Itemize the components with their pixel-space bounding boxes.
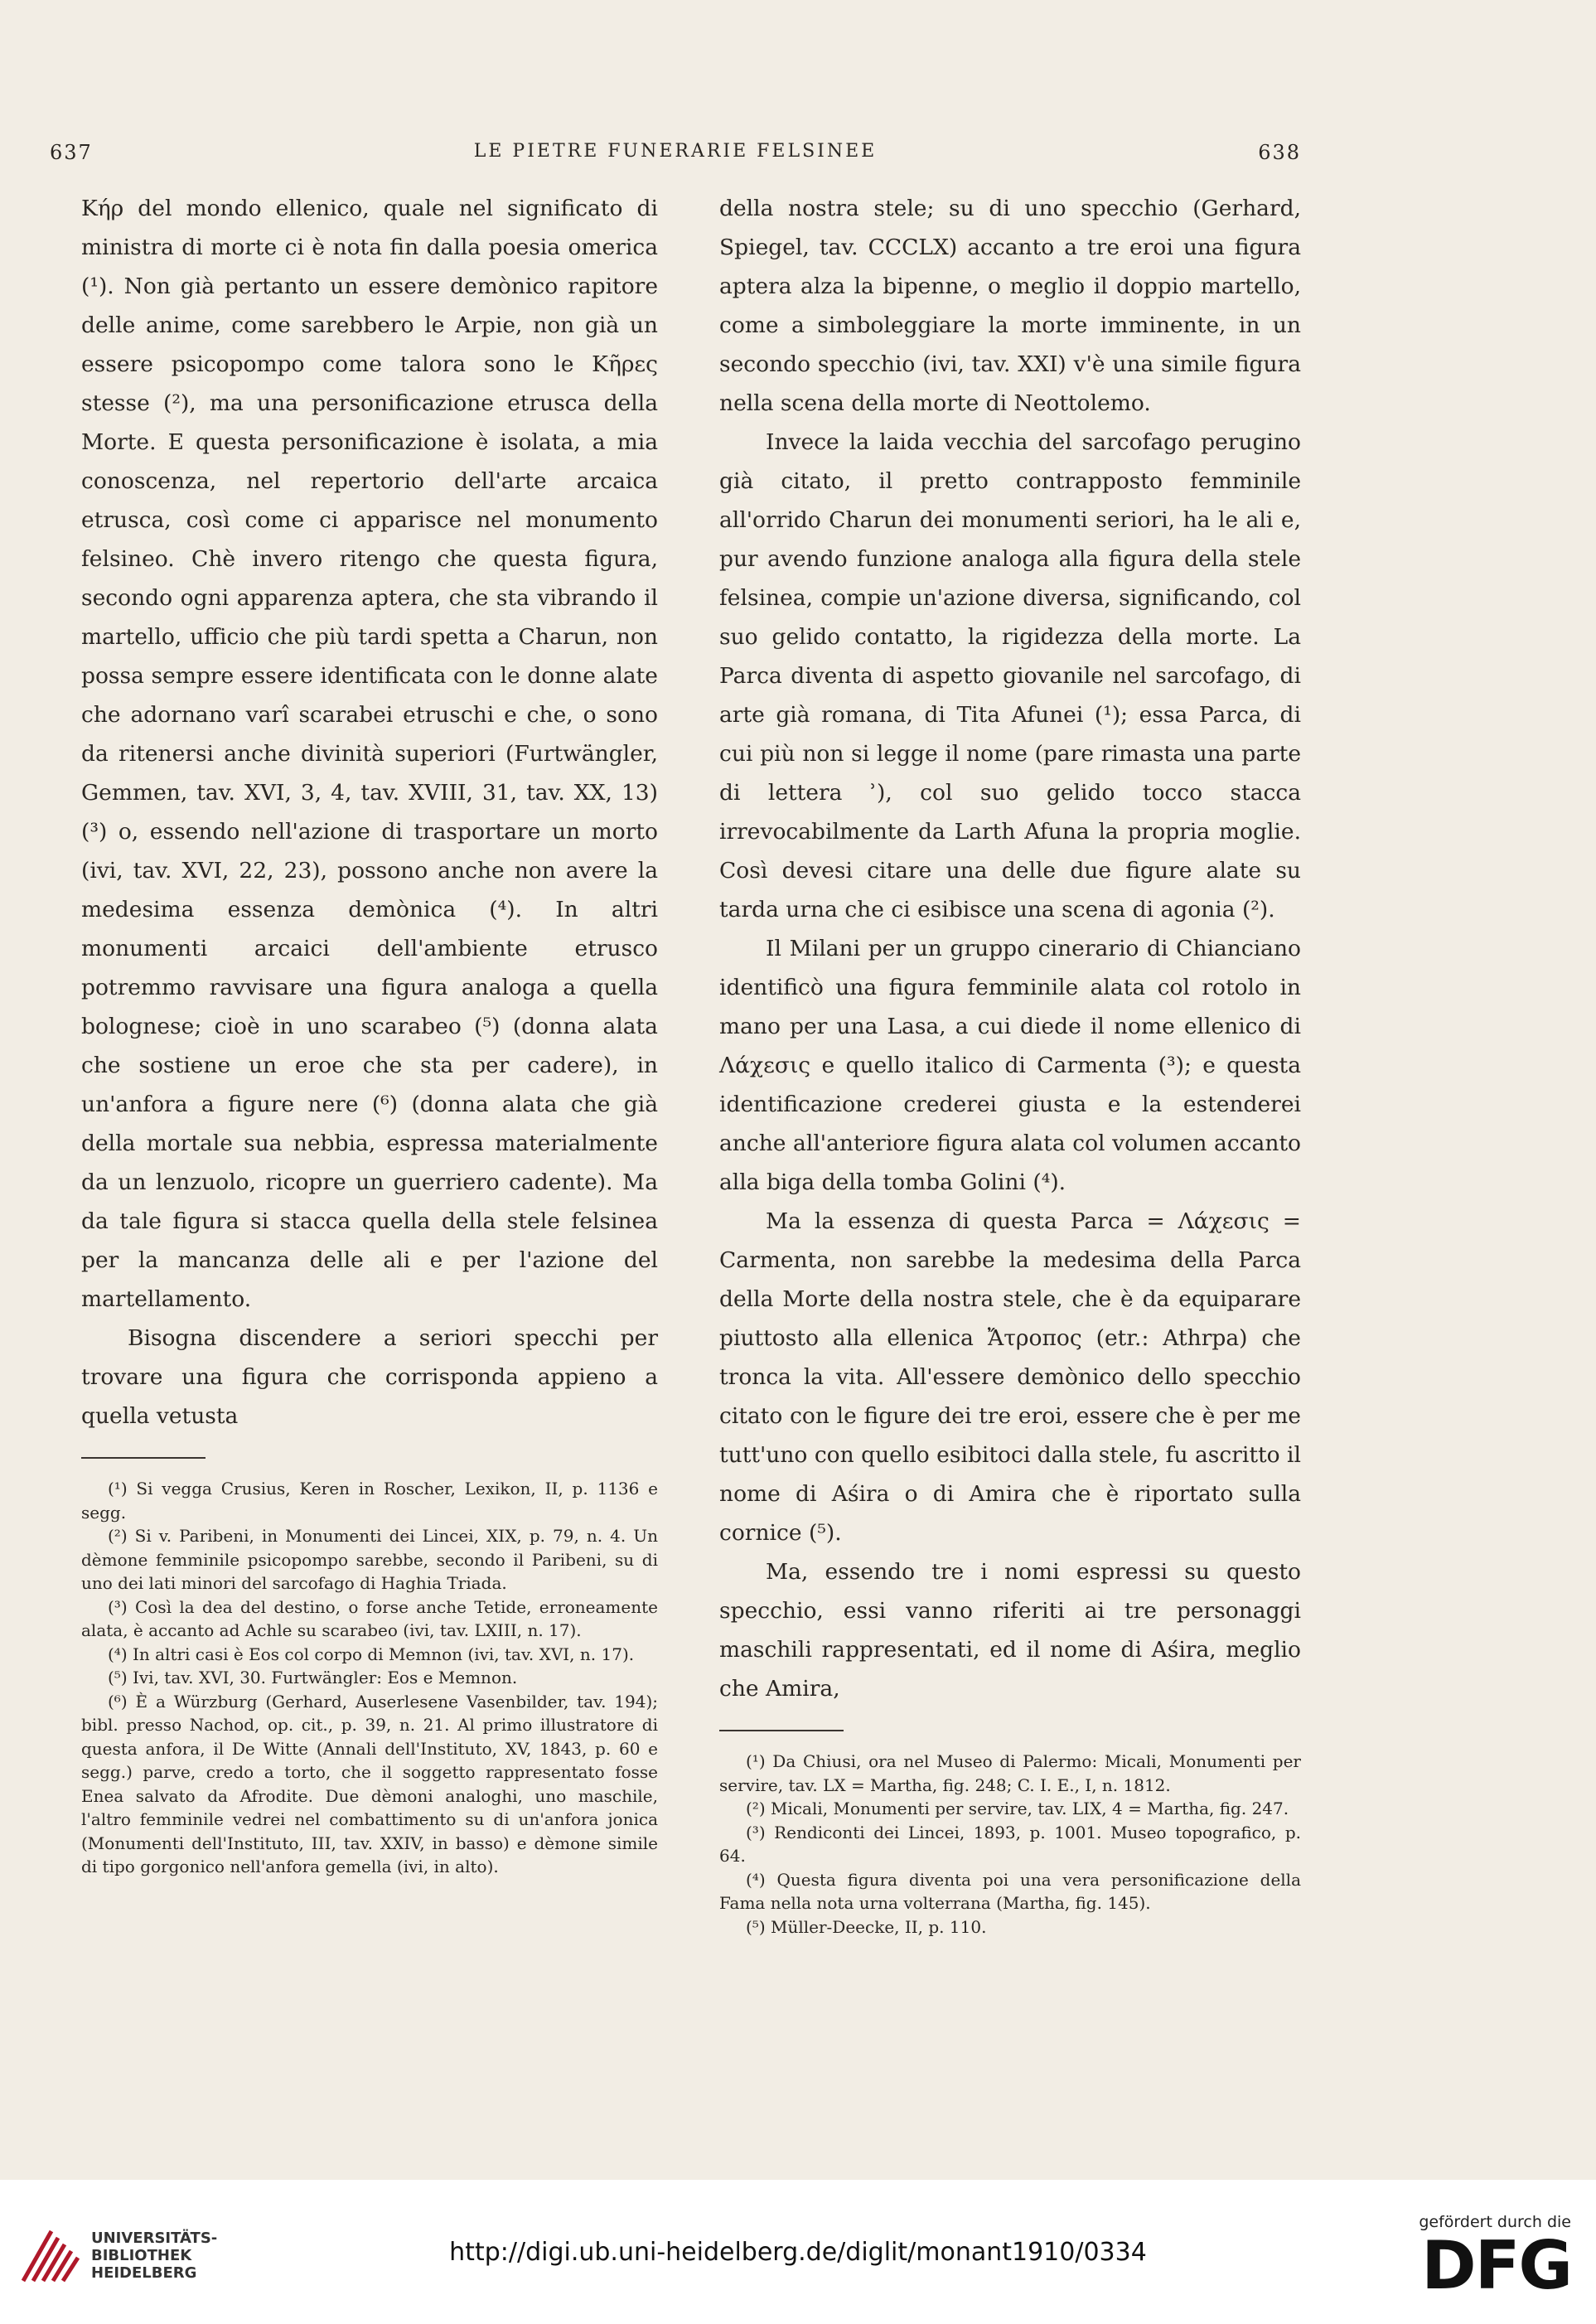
footnote: (⁵) Müller-Deecke, II, p. 110.	[746, 1916, 987, 1937]
footnote: (⁵) Ivi, tav. XVI, 30. Furtwängler: Eos e Memnon.	[108, 1668, 518, 1687]
footnote: (²) Si v. Paribeni, in Monumenti dei Lincei, XIX, p. 79, n. 4. Un dèmone femminile psicopompo sarebbe, secondo il Paribeni, su di uno dei lati minori del sarcofago di Haghia Triada.	[81, 1526, 658, 1593]
page-number-left: 637	[50, 141, 93, 164]
left-paragraph: Bisogna discendere a seriori specchi per trovare una figura che corrisponda appieno a quella vetusta	[81, 1325, 658, 1429]
dfg-wordmark: DFG	[1421, 2227, 1571, 2304]
footnote-divider	[719, 1730, 844, 1731]
permalink-url[interactable]: http://digi.ub.uni-heidelberg.de/diglit/monant1910/0334	[449, 2238, 1147, 2267]
footnote: (⁶) È a Würzburg (Gerhard, Auserlesene Vasenbilder, tav. 194); bibl. presso Nachod, op. cit., p. 39, n. 21. Al primo illustratore di questa anfora, il De Witte (Annali dell'Instituto, XV, 1843, p. 60 e segg.) parve, credo a torto, che il soggetto rappresentato fosse Enea salvato da Afrodite. Due dèmoni analoghi, uno maschile, l'altro femminile vedrei nel combattimento su di un'anfora jonica (Monumenti dell'Instituto, III, tav. XXIV, in basso) e dèmone simile di tipo gorgonico nell'anfora gemella (ivi, in alto).	[81, 1691, 658, 1876]
page-number-right: 638	[1258, 141, 1301, 164]
footnote: (⁴) In altri casi è Eos col corpo di Memnon (ivi, tav. XVI, n. 17).	[108, 1644, 635, 1664]
footnote: (¹) Da Chiusi, ora nel Museo di Palermo: Micali, Monumenti per servire, tav. LX = Martha, fig. 248; C. I. E., I, n. 1812.	[719, 1751, 1301, 1795]
library-name: UNIVERSITÄTS- BIBLIOTHEK HEIDELBERG	[91, 2230, 218, 2282]
right-footnotes	[719, 1750, 1301, 1939]
footnote: (²) Micali, Monumenti per servire, tav. LIX, 4 = Martha, fig. 247.	[746, 1799, 1289, 1818]
funded-by-label: gefördert durch die	[1419, 2213, 1571, 2231]
viewer-footer	[0, 2180, 1596, 2324]
left-main-text	[81, 189, 658, 1436]
footnote: (³) Così la dea del destino, o forse anche Tetide, erroneamente alata, è accanto ad Achle su scarabeo (ivi, tav. LXIII, n. 17).	[81, 1596, 658, 1640]
right-paragraph: Il Milani per un gruppo cinerario di Chianciano identificò una figura femminile alata col rotolo in mano per una Lasa, a cui diede il nome ellenico di Λάχεσις e quello italico di Carmenta (³); e questa identificazione crederei giusta e la estenderei anche all'anteriore figura alata col volumen accanto alla biga della tomba Golini (⁴).	[719, 936, 1301, 1195]
right-paragraph: della nostra stele; su di uno specchio (Gerhard, Spiegel, tav. CCCLX) accanto a tre eroi una figura aptera alza la bipenne, o meglio il doppio martello, come a simboleggiare la morte imminente, in un secondo specchio (ivi, tav. XXI) v'è una simile figura nella scena della morte di Neottolemo.	[719, 196, 1301, 416]
footnote: (³) Rendiconti dei Lincei, 1893, p. 1001. Museo topografico, p. 64.	[719, 1822, 1301, 1866]
footnote: (¹) Si vegga Crusius, Keren in Roscher, Lexikon, II, p. 1136 e segg.	[81, 1479, 658, 1523]
left-column	[81, 189, 658, 1879]
running-title: LE PIETRE FUNERARIE FELSINEE	[473, 141, 878, 162]
page-header	[50, 141, 1301, 174]
right-paragraph: Ma la essenza di questa Parca = Λάχεσις = Carmenta, non sarebbe la medesima della Parca della Morte della nostra stele, che è da equiparare piuttosto alla ellenica Ἄτροπος (etr.: Athrpa) che tronca la vita. All'essere demònico dello specchio citato con le figure dei tre eroi, essere che è per me tutt'uno con quello esibitoci dalla stele, fu ascritto il nome di Aśira o di Amira che è riportato sulla cornice (⁵).	[719, 1208, 1301, 1546]
right-main-text	[719, 189, 1301, 1708]
left-paragraph: Κήρ del mondo ellenico, quale nel significato di ministra di morte ci è nota fin dalla poesia omerica (¹). Non già pertanto un essere demònico rapitore delle anime, come sarebbero le Arpie, non già un essere psicopompo come talora sono le Κῆρες stesse (²), ma una personificazione etrusca della Morte. E questa personificazione è isolata, a mia conoscenza, nel repertorio dell'arte arcaica etrusca, così come ci apparisce nel monumento felsineo. Chè invero ritengo che questa figura, secondo ogni apparenza aptera, che sta vibrando il martello, ufficio che più tardi spetta a Charun, non possa sempre essere identificata con le donne alate che adornano varî scarabei etruschi e che, o sono da ritenersi anche divinità superiori (Furtwängler, Gemmen, tav. XVI, 3, 4, tav. XVIII, 31, tav. XX, 13) (³) o, essendo nell'azione di trasportare un morto (ivi, tav. XVI, 22, 23), possono anche non avere la medesima essenza demònica (⁴). In altri monumenti arcaici dell'ambiente etrusco potremmo ravvisare una figura analoga a quella bolognese; cioè in uno scarabeo (⁵) (donna alata che sostiene un eroe che sta per cadere), in un'anfora a figure nere (⁶) (donna alata che già della mortale sua nebbia, espressa materialmente da un lenzuolo, ricopre un guerriero cadente). Ma da tale figura si stacca quella della stele felsinea per la mancanza delle ali e per l'azione del martellamento.	[81, 196, 658, 1312]
right-column	[719, 189, 1301, 1939]
right-paragraph: Ma, essendo tre i nomi espressi su questo specchio, essi vanno riferiti ai tre personaggi maschili rappresentati, ed il nome di Aśira, meglio che Amira,	[719, 1559, 1301, 1702]
right-paragraph: Invece la laida vecchia del sarcofago perugino già citato, il pretto contrapposto femminile all'orrido Charun dei monumenti seriori, ha le ali e, pur avendo funzione analoga alla figura della stele felsinea, compie un'azione diversa, significando, col suo gelido contatto, la rigidezza della morte. La Parca diventa di aspetto giovanile nel sarcofago, di arte già romana, di Tita Afunei (¹); essa Parca, di cui più non si legge il nome (pare rimasta una parte di lettera ʾ), col suo gelido tocco stacca irrevocabilmente da Larth Afuna la propria moglie. Così devesi citare una delle due figure alate su tarda urna che ci esibisce una scena di agonia (²).	[719, 429, 1301, 922]
footnote-divider	[81, 1457, 206, 1459]
footnote: (⁴) Questa figura diventa poi una vera personificazione della Fama nella nota urna volterrana (Martha, fig. 145).	[719, 1869, 1301, 1913]
left-footnotes	[81, 1477, 658, 1879]
dfg-logo[interactable]	[1405, 2213, 1571, 2312]
